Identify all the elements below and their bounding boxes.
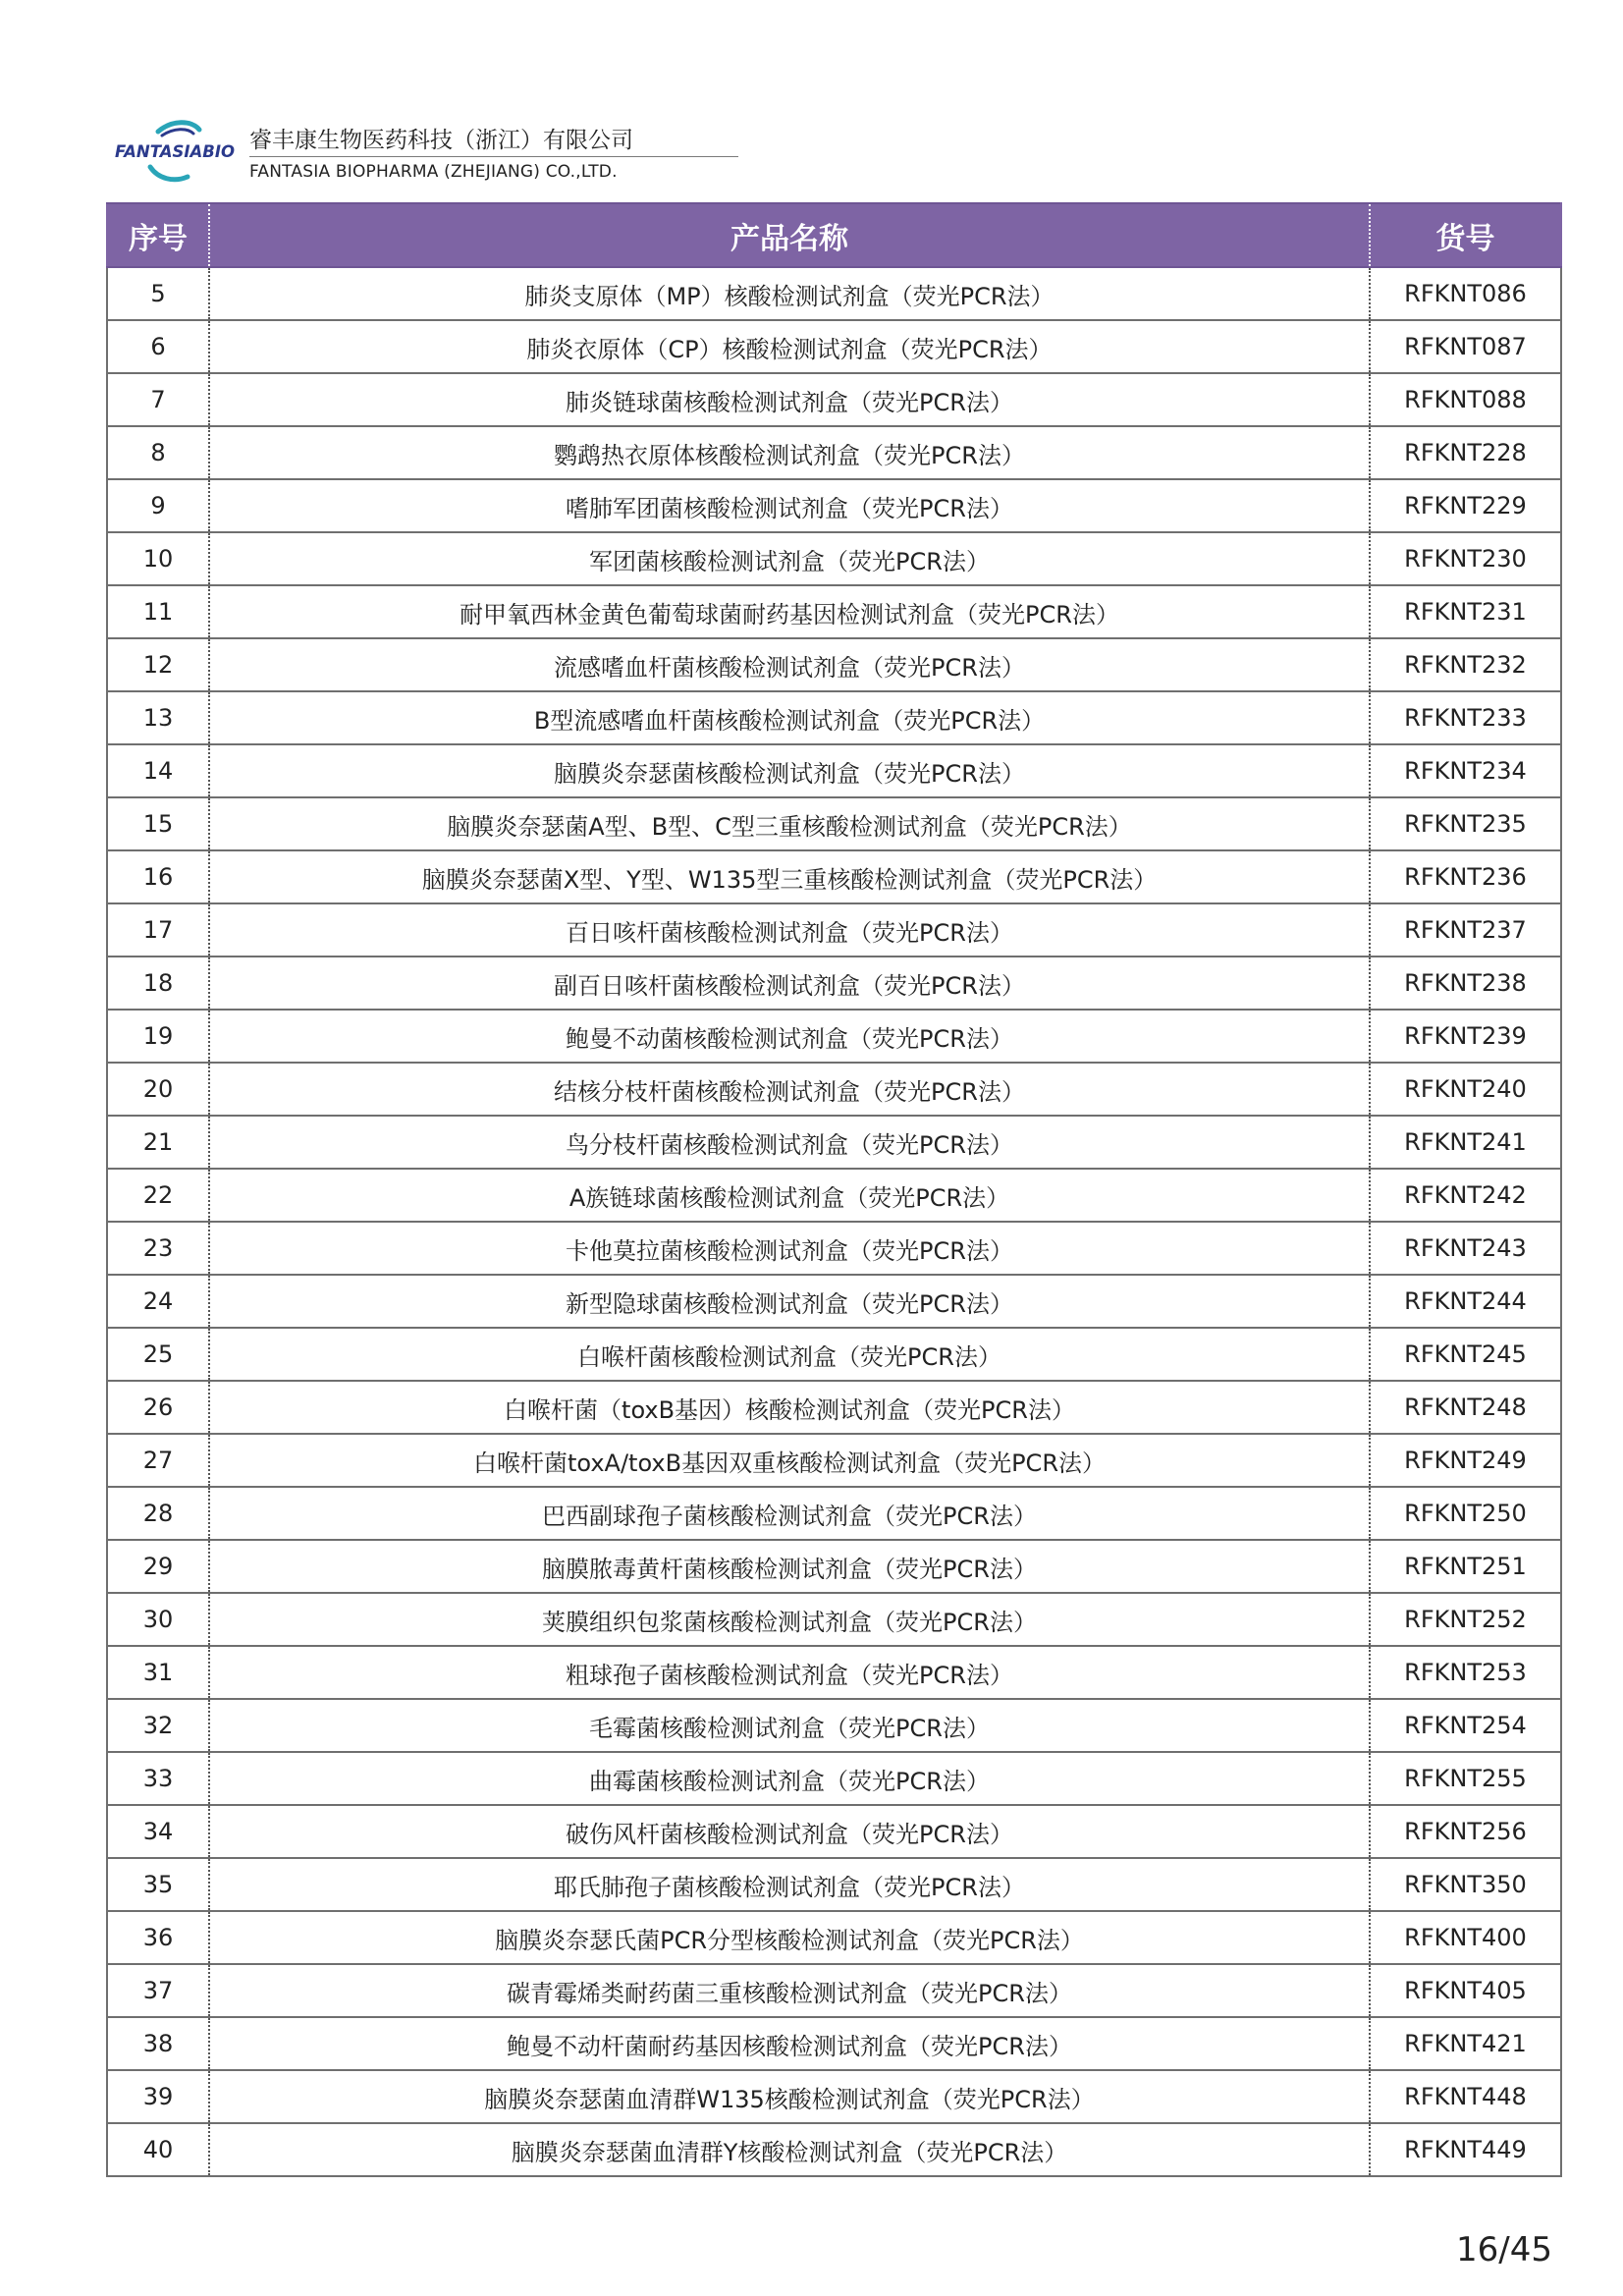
row-index: 23 [107, 1222, 209, 1275]
header-divider [249, 156, 738, 157]
company-header [115, 116, 633, 191]
table-row [107, 2070, 1561, 2123]
product-name: 嗜肺军团菌核酸检测试剂盒（荧光PCR法） [209, 479, 1370, 532]
item-number: RFKNT241 [1370, 1116, 1561, 1169]
row-index: 38 [107, 2017, 209, 2070]
item-number: RFKNT251 [1370, 1540, 1561, 1593]
product-name: 白喉杆菌核酸检测试剂盒（荧光PCR法） [209, 1328, 1370, 1381]
product-name: 鹦鹉热衣原体核酸检测试剂盒（荧光PCR法） [209, 426, 1370, 479]
table-row [107, 1381, 1561, 1434]
row-index: 25 [107, 1328, 209, 1381]
product-name: 肺炎链球菌核酸检测试剂盒（荧光PCR法） [209, 373, 1370, 426]
product-name: 流感嗜血杆菌核酸检测试剂盒（荧光PCR法） [209, 638, 1370, 691]
table-row [107, 903, 1561, 957]
row-index: 26 [107, 1381, 209, 1434]
company-name-cn: 睿丰康生物医药科技（浙江）有限公司 [249, 128, 633, 153]
item-number: RFKNT250 [1370, 1487, 1561, 1540]
table-row [107, 1222, 1561, 1275]
item-number: RFKNT239 [1370, 1010, 1561, 1063]
item-number: RFKNT252 [1370, 1593, 1561, 1646]
column-header-index: 序号 [107, 203, 209, 267]
row-index: 24 [107, 1275, 209, 1328]
item-number: RFKNT448 [1370, 2070, 1561, 2123]
row-index: 16 [107, 850, 209, 903]
row-index: 39 [107, 2070, 209, 2123]
table-row [107, 1593, 1561, 1646]
product-name: 毛霉菌核酸检测试剂盒（荧光PCR法） [209, 1699, 1370, 1752]
table-row [107, 1858, 1561, 1911]
table-row [107, 1540, 1561, 1593]
product-name: 脑膜炎奈瑟菌核酸检测试剂盒（荧光PCR法） [209, 744, 1370, 797]
row-index: 37 [107, 1964, 209, 2017]
product-name: 曲霉菌核酸检测试剂盒（荧光PCR法） [209, 1752, 1370, 1805]
row-index: 35 [107, 1858, 209, 1911]
item-number: RFKNT233 [1370, 691, 1561, 744]
page-number: 16/45 [1456, 2230, 1552, 2269]
row-index: 5 [107, 267, 209, 320]
product-name: 鲍曼不动杆菌耐药基因核酸检测试剂盒（荧光PCR法） [209, 2017, 1370, 2070]
table-row [107, 691, 1561, 744]
table-row [107, 1487, 1561, 1540]
product-name: 结核分枝杆菌核酸检测试剂盒（荧光PCR法） [209, 1063, 1370, 1116]
product-name: 肺炎衣原体（CP）核酸检测试剂盒（荧光PCR法） [209, 320, 1370, 373]
logo-wordmark: FANTASIABIO [115, 142, 235, 162]
table-body [107, 267, 1561, 2176]
product-name: 副百日咳杆菌核酸检测试剂盒（荧光PCR法） [209, 957, 1370, 1010]
item-number: RFKNT254 [1370, 1699, 1561, 1752]
item-number: RFKNT256 [1370, 1805, 1561, 1858]
item-number: RFKNT237 [1370, 903, 1561, 957]
item-number: RFKNT238 [1370, 957, 1561, 1010]
company-name-en: FANTASIA BIOPHARMA (ZHEJIANG) CO.,LTD. [249, 162, 618, 182]
table-row [107, 744, 1561, 797]
item-number: RFKNT235 [1370, 797, 1561, 850]
row-index: 7 [107, 373, 209, 426]
product-name: A族链球菌核酸检测试剂盒（荧光PCR法） [209, 1169, 1370, 1222]
item-number: RFKNT449 [1370, 2123, 1561, 2176]
product-name: 脑膜炎奈瑟菌A型、B型、C型三重核酸检测试剂盒（荧光PCR法） [209, 797, 1370, 850]
product-name: 百日咳杆菌核酸检测试剂盒（荧光PCR法） [209, 903, 1370, 957]
item-number: RFKNT405 [1370, 1964, 1561, 2017]
row-index: 28 [107, 1487, 209, 1540]
row-index: 40 [107, 2123, 209, 2176]
column-header-item-number: 货号 [1370, 203, 1561, 267]
table-row [107, 1328, 1561, 1381]
item-number: RFKNT228 [1370, 426, 1561, 479]
item-number: RFKNT240 [1370, 1063, 1561, 1116]
table-row [107, 1646, 1561, 1699]
row-index: 27 [107, 1434, 209, 1487]
product-name: 白喉杆菌toxA/toxB基因双重核酸检测试剂盒（荧光PCR法） [209, 1434, 1370, 1487]
table-row [107, 1169, 1561, 1222]
item-number: RFKNT087 [1370, 320, 1561, 373]
item-number: RFKNT255 [1370, 1752, 1561, 1805]
item-number: RFKNT248 [1370, 1381, 1561, 1434]
product-name: 巴西副球孢子菌核酸检测试剂盒（荧光PCR法） [209, 1487, 1370, 1540]
table-header-row [107, 203, 1561, 267]
row-index: 12 [107, 638, 209, 691]
row-index: 6 [107, 320, 209, 373]
item-number: RFKNT249 [1370, 1434, 1561, 1487]
product-name: B型流感嗜血杆菌核酸检测试剂盒（荧光PCR法） [209, 691, 1370, 744]
item-number: RFKNT253 [1370, 1646, 1561, 1699]
row-index: 19 [107, 1010, 209, 1063]
product-name: 脑膜炎奈瑟氏菌PCR分型核酸检测试剂盒（荧光PCR法） [209, 1911, 1370, 1964]
fantasiabio-logo [115, 118, 238, 187]
product-name: 鸟分枝杆菌核酸检测试剂盒（荧光PCR法） [209, 1116, 1370, 1169]
row-index: 31 [107, 1646, 209, 1699]
table-row [107, 850, 1561, 903]
item-number: RFKNT242 [1370, 1169, 1561, 1222]
product-name: 脑膜炎奈瑟菌X型、Y型、W135型三重核酸检测试剂盒（荧光PCR法） [209, 850, 1370, 903]
item-number: RFKNT232 [1370, 638, 1561, 691]
item-number: RFKNT234 [1370, 744, 1561, 797]
table-row [107, 267, 1561, 320]
row-index: 13 [107, 691, 209, 744]
product-name: 破伤风杆菌核酸检测试剂盒（荧光PCR法） [209, 1805, 1370, 1858]
table-row [107, 1964, 1561, 2017]
product-name: 荚膜组织包浆菌核酸检测试剂盒（荧光PCR法） [209, 1593, 1370, 1646]
item-number: RFKNT243 [1370, 1222, 1561, 1275]
row-index: 36 [107, 1911, 209, 1964]
table-row [107, 1116, 1561, 1169]
table-row [107, 373, 1561, 426]
table-row [107, 1063, 1561, 1116]
row-index: 8 [107, 426, 209, 479]
product-name: 粗球孢子菌核酸检测试剂盒（荧光PCR法） [209, 1646, 1370, 1699]
table-row [107, 2017, 1561, 2070]
product-name: 脑膜炎奈瑟菌血清群W135核酸检测试剂盒（荧光PCR法） [209, 2070, 1370, 2123]
item-number: RFKNT244 [1370, 1275, 1561, 1328]
item-number: RFKNT400 [1370, 1911, 1561, 1964]
row-index: 18 [107, 957, 209, 1010]
product-name: 耶氏肺孢子菌核酸检测试剂盒（荧光PCR法） [209, 1858, 1370, 1911]
product-name: 脑膜炎奈瑟菌血清群Y核酸检测试剂盒（荧光PCR法） [209, 2123, 1370, 2176]
row-index: 29 [107, 1540, 209, 1593]
product-name: 卡他莫拉菌核酸检测试剂盒（荧光PCR法） [209, 1222, 1370, 1275]
table-row [107, 1010, 1561, 1063]
table-row [107, 1911, 1561, 1964]
item-number: RFKNT231 [1370, 585, 1561, 638]
product-table [106, 202, 1562, 2177]
table-row [107, 797, 1561, 850]
row-index: 15 [107, 797, 209, 850]
row-index: 30 [107, 1593, 209, 1646]
item-number: RFKNT088 [1370, 373, 1561, 426]
column-header-product-name: 产品名称 [209, 203, 1370, 267]
item-number: RFKNT086 [1370, 267, 1561, 320]
table-row [107, 1434, 1561, 1487]
table-row [107, 2123, 1561, 2176]
table-row [107, 585, 1561, 638]
product-name: 脑膜脓毒黄杆菌核酸检测试剂盒（荧光PCR法） [209, 1540, 1370, 1593]
product-name: 军团菌核酸检测试剂盒（荧光PCR法） [209, 532, 1370, 585]
row-index: 10 [107, 532, 209, 585]
table-row [107, 479, 1561, 532]
product-name: 鲍曼不动菌核酸检测试剂盒（荧光PCR法） [209, 1010, 1370, 1063]
item-number: RFKNT421 [1370, 2017, 1561, 2070]
table-row [107, 1805, 1561, 1858]
product-name: 耐甲氧西林金黄色葡萄球菌耐药基因检测试剂盒（荧光PCR法） [209, 585, 1370, 638]
product-name: 肺炎支原体（MP）核酸检测试剂盒（荧光PCR法） [209, 267, 1370, 320]
item-number: RFKNT236 [1370, 850, 1561, 903]
product-name: 新型隐球菌核酸检测试剂盒（荧光PCR法） [209, 1275, 1370, 1328]
table-row [107, 320, 1561, 373]
table-row [107, 1275, 1561, 1328]
row-index: 9 [107, 479, 209, 532]
row-index: 32 [107, 1699, 209, 1752]
table-row [107, 532, 1561, 585]
item-number: RFKNT229 [1370, 479, 1561, 532]
item-number: RFKNT350 [1370, 1858, 1561, 1911]
table-row [107, 638, 1561, 691]
table-row [107, 957, 1561, 1010]
item-number: RFKNT230 [1370, 532, 1561, 585]
row-index: 33 [107, 1752, 209, 1805]
row-index: 11 [107, 585, 209, 638]
row-index: 34 [107, 1805, 209, 1858]
row-index: 22 [107, 1169, 209, 1222]
row-index: 14 [107, 744, 209, 797]
item-number: RFKNT245 [1370, 1328, 1561, 1381]
product-name: 白喉杆菌（toxB基因）核酸检测试剂盒（荧光PCR法） [209, 1381, 1370, 1434]
table-row [107, 426, 1561, 479]
row-index: 20 [107, 1063, 209, 1116]
product-name: 碳青霉烯类耐药菌三重核酸检测试剂盒（荧光PCR法） [209, 1964, 1370, 2017]
table-row [107, 1752, 1561, 1805]
table-row [107, 1699, 1561, 1752]
row-index: 21 [107, 1116, 209, 1169]
row-index: 17 [107, 903, 209, 957]
